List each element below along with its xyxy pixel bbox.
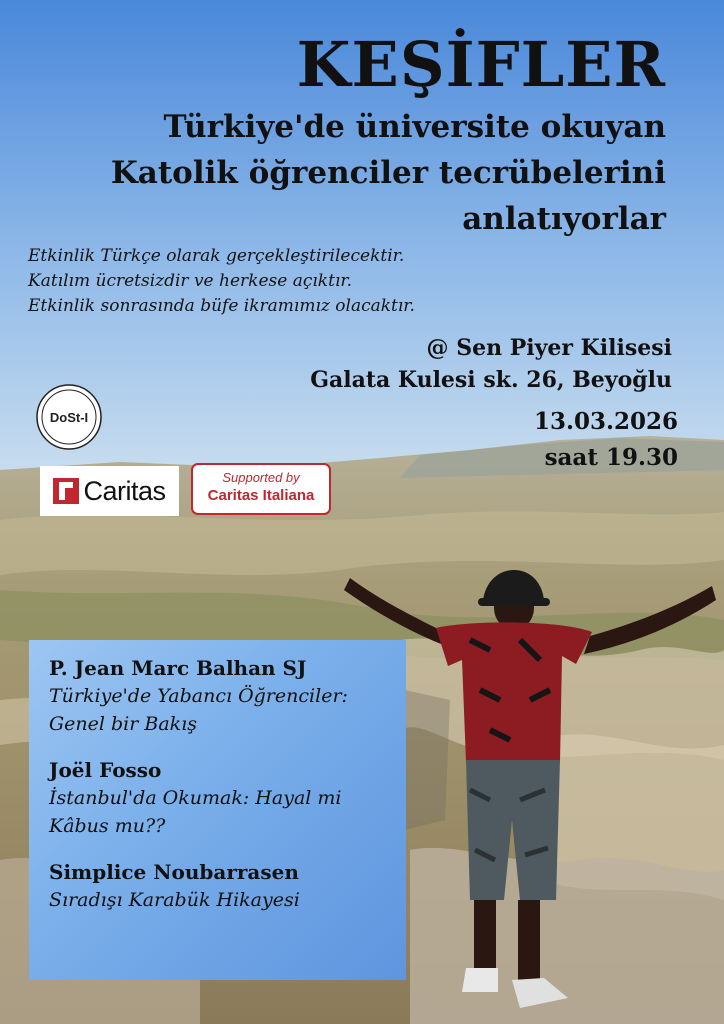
venue-name: @ Sen Piyer Kilisesi (426, 335, 672, 361)
caritas-italiana-label: Caritas Italiana (207, 487, 315, 504)
event-datetime (534, 404, 678, 476)
note-free-entry: Katılım ücretsizdir ve herkese açıktır. (28, 271, 353, 291)
speaker-item (49, 756, 406, 840)
dost-logo-text: DoSt-I (49, 410, 89, 425)
event-date: 13.03.2026 (533, 408, 678, 435)
caritas-flame-icon (53, 478, 79, 504)
speaker-talk-title: Türkiye'de Yabancı Öğrenciler: Genel bir Bakış (49, 685, 348, 735)
caritas-logo-text: Caritas (83, 475, 166, 506)
caritas-logo (40, 466, 179, 516)
speaker-talk-title: Sıradışı Karabük Hikayesi (49, 889, 300, 911)
speaker-talk-title: İstanbul'da Okumak: Hayal mi Kâbus mu?? (49, 787, 342, 837)
speaker-name: Simplice Noubarrasen (49, 860, 299, 884)
supported-by-badge (191, 463, 331, 515)
event-notes (28, 244, 415, 319)
speakers-panel (29, 640, 406, 980)
poster-title: KEŞİFLER (296, 28, 666, 101)
supported-by-label: Supported by (222, 470, 300, 485)
event-time: saat 19.30 (544, 444, 678, 471)
dost-logo (36, 384, 102, 450)
venue-address: Galata Kulesi sk. 26, Beyoğlu (310, 367, 672, 393)
subtitle-line: anlatıyorlar (462, 201, 666, 237)
note-buffet: Etkinlik sonrasında büfe ikramımız olacaktır. (28, 296, 415, 316)
speaker-name: Joël Fosso (49, 758, 162, 782)
speaker-item (49, 654, 406, 738)
subtitle-line: Katolik öğrenciler tecrübelerini (110, 155, 666, 191)
note-language: Etkinlik Türkçe olarak gerçekleştirilecektir. (28, 246, 405, 266)
subtitle-line: Türkiye'de üniversite okuyan (163, 109, 666, 145)
venue-block (310, 332, 672, 396)
speaker-name: P. Jean Marc Balhan SJ (49, 656, 307, 680)
poster-subtitle (46, 104, 666, 242)
speaker-item (49, 858, 406, 914)
